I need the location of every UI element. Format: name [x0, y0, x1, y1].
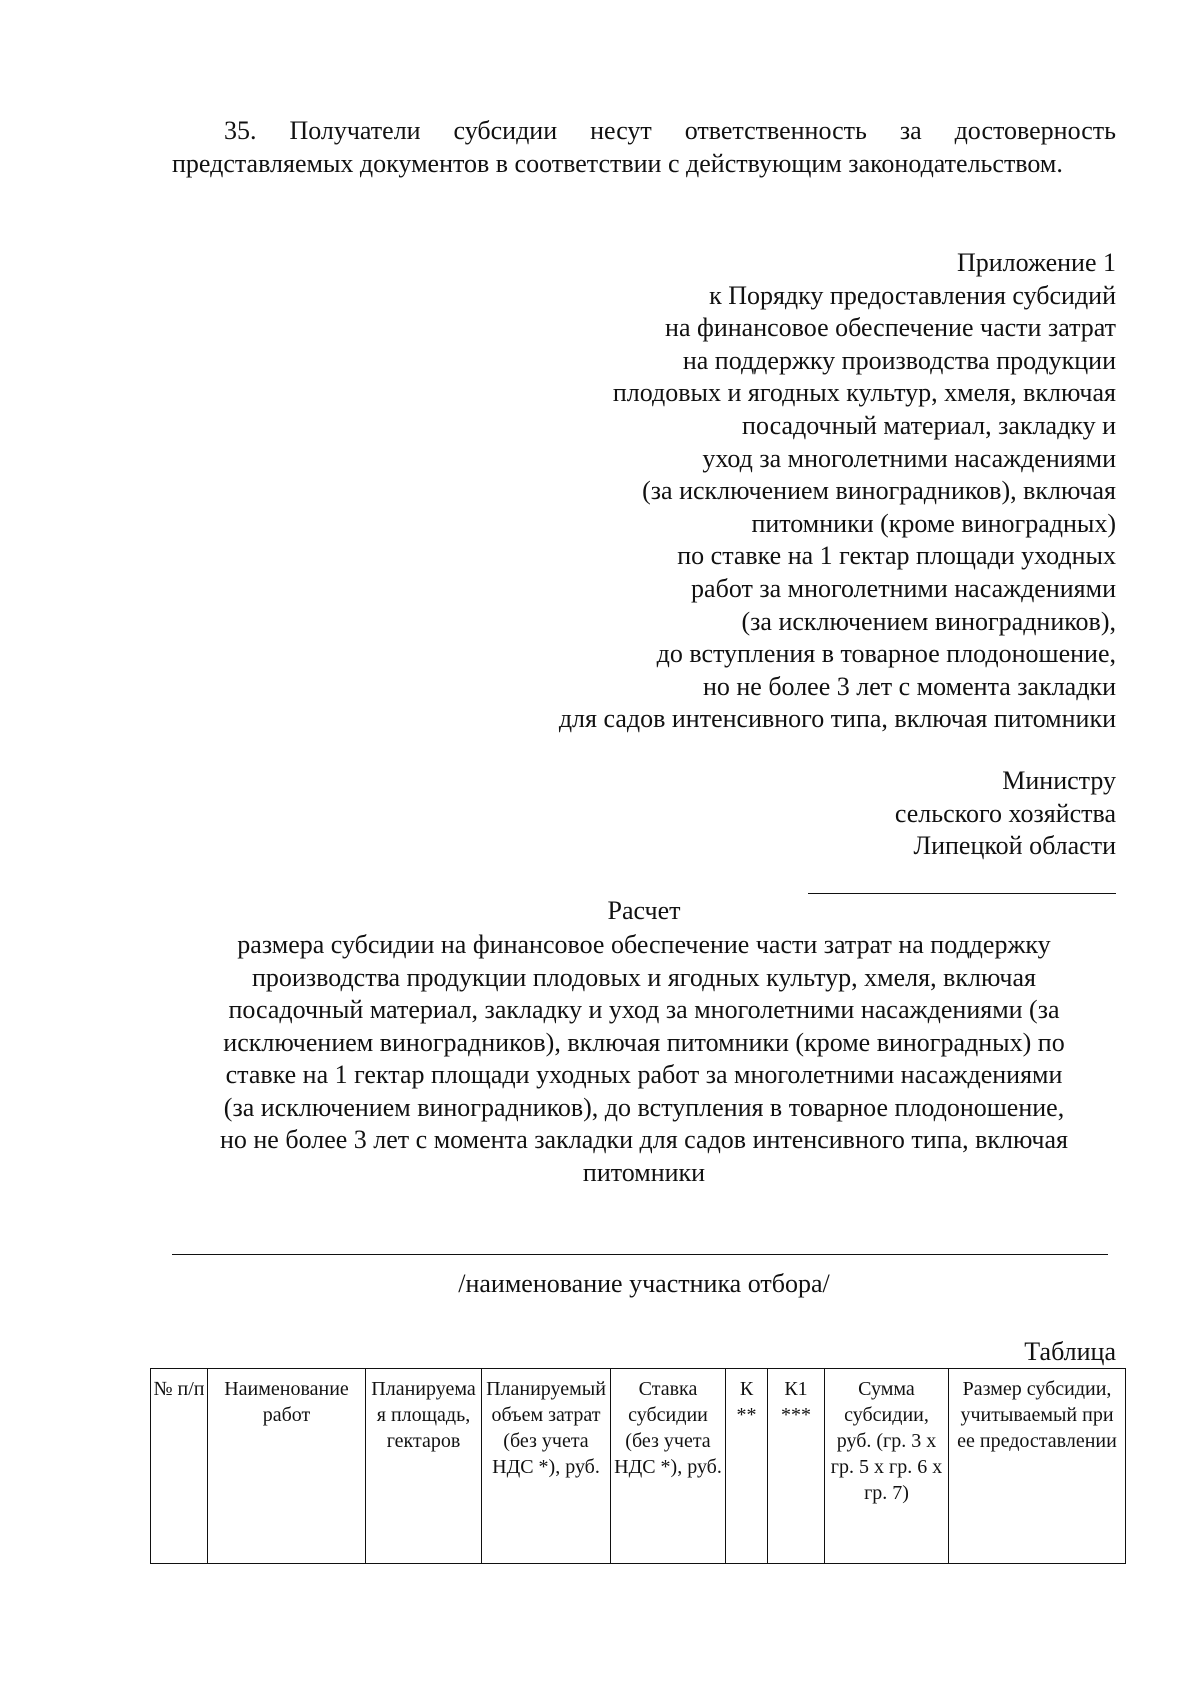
appendix-line: (за исключением виноградников), включая	[642, 476, 1116, 506]
appendix-line: плодовых и ягодных культур, хмеля, включая	[612, 378, 1116, 408]
calc-line: (за исключением виноградников), до вступления в товарное плодоношение,	[223, 1092, 1065, 1122]
appendix-line: питомники (кроме виноградных)	[751, 508, 1116, 538]
calc-line: питомники	[582, 1157, 706, 1187]
appendix-line: (за исключением виноградников),	[741, 606, 1116, 636]
appendix-line: до вступления в товарное плодоношение,	[656, 639, 1116, 669]
calc-description	[172, 929, 1116, 1189]
appendix-line: Приложение 1	[956, 248, 1116, 277]
column-header-planned-area: Планируемая площадь, гектаров	[366, 1369, 482, 1564]
table-header-row	[151, 1369, 1126, 1564]
calc-line: но не более 3 лет с момента закладки для садов интенсивного типа, включая	[219, 1125, 1069, 1154]
paragraph-35: 35. Получатели субсидии несут ответственность за достоверность представляемых документов в соответствии с действующим законодательством.	[172, 116, 1116, 178]
appendix-header	[316, 247, 1116, 736]
table-label: Таблица	[1024, 1337, 1116, 1366]
calc-line: ставке на 1 гектар площади уходных работ за многолетними насаждениями	[225, 1060, 1063, 1089]
addressee-line: Липецкой области	[913, 831, 1116, 860]
column-header-work-name: Наименование работ	[208, 1369, 366, 1564]
appendix-line: по ставке на 1 гектар площади уходных	[677, 541, 1116, 571]
column-header-planned-costs: Планируемый объем затрат (без учета НДС *), руб.	[482, 1369, 611, 1564]
column-header-number: № п/п	[151, 1369, 208, 1564]
column-header-subsidy-rate: Ставка субсидии (без учета НДС *), руб.	[611, 1369, 726, 1564]
calc-line: исключением виноградников), включая питомники (кроме виноградных) по	[223, 1027, 1065, 1057]
calc-line: размера субсидии на финансовое обеспечение части затрат на поддержку	[237, 930, 1051, 959]
appendix-line: но не более 3 лет с момента закладки	[702, 671, 1116, 701]
calculation-table	[150, 1368, 1126, 1564]
addressee-line: Министру	[1002, 766, 1116, 795]
appendix-line: на поддержку производства продукции	[682, 345, 1116, 375]
addressee-block	[616, 765, 1116, 863]
calc-line: посадочный материал, закладку и уход за многолетними насаждениями (за	[228, 995, 1060, 1024]
appendix-line: посадочный материал, закладку и	[742, 410, 1116, 440]
appendix-line: для садов интенсивного типа, включая питомники	[558, 704, 1116, 734]
calc-title: Расчет	[607, 896, 681, 925]
addressee-line: сельского хозяйства	[894, 798, 1116, 828]
appendix-line: уход за многолетними насаждениями	[702, 443, 1116, 473]
appendix-line: работ за многолетними насаждениями	[691, 573, 1116, 603]
column-header-subsidy-size: Размер субсидии, учитываемый при ее предоставлении	[949, 1369, 1126, 1564]
appendix-line: к Порядку предоставления субсидий	[709, 280, 1116, 310]
column-header-subsidy-sum: Сумма субсидии, руб. (гр. 3 x гр. 5 x гр. 6 x гр. 7)	[825, 1369, 949, 1564]
column-header-k1: К1 ***	[768, 1369, 825, 1564]
participant-blank-line	[172, 1254, 1108, 1255]
participant-caption: /наименование участника отбора/	[458, 1269, 830, 1298]
column-header-k: К **	[726, 1369, 768, 1564]
signature-blank-line	[808, 893, 1116, 894]
appendix-line: на финансовое обеспечение части затрат	[665, 313, 1116, 343]
calc-line: производства продукции плодовых и ягодных культур, хмеля, включая	[252, 962, 1036, 992]
